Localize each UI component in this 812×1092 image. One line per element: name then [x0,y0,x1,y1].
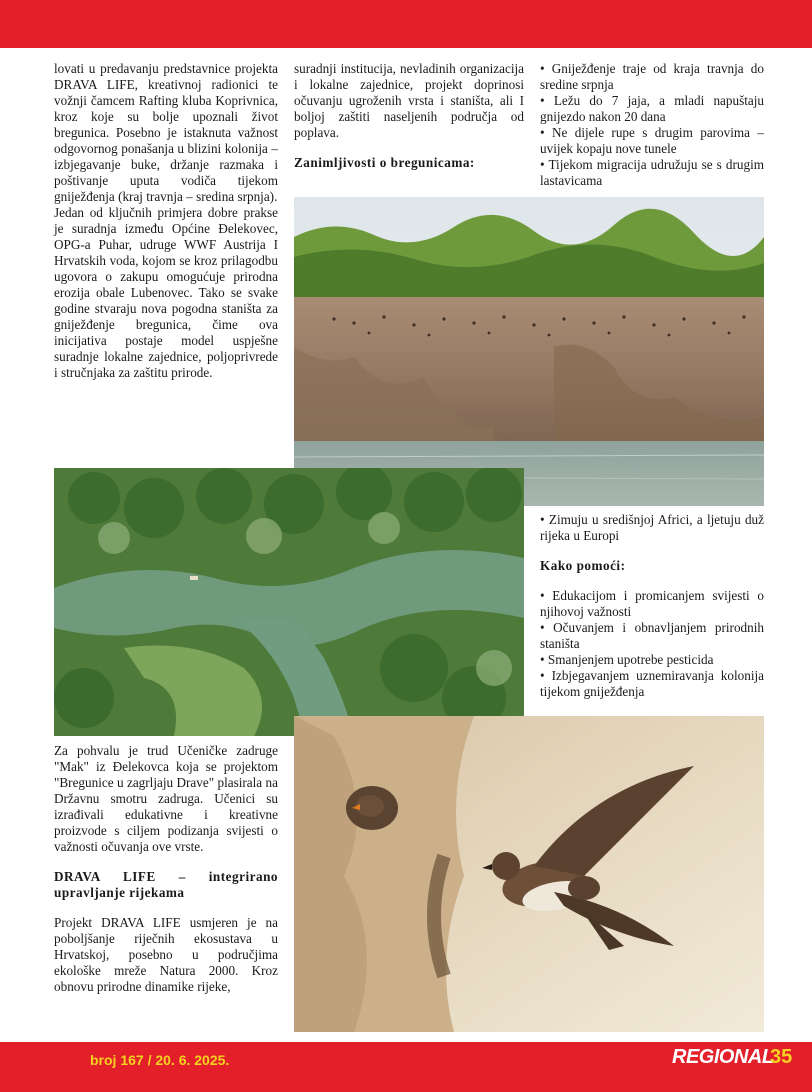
riverbank-colony-photo [294,197,764,506]
regional-logo: REGIONAL [672,1046,774,1068]
help-item: • Edukacijom i promicanjem svijesti o njihovoj važnosti [540,588,764,619]
issue-info: broj 167 / 20. 6. 2025. [90,1052,230,1068]
top-red-bar [0,0,812,48]
fact-item: • Zimuju u središnjoj Africi, a ljetuju duž rijeka u Europi [540,512,764,543]
column-3-middle [540,512,764,700]
heading-drava-life: DRAVA LIFE – integrirano upravljanje rijekama [54,869,278,900]
paragraph-good-practice: Jedan od ključnih primjera dobre prakse je suradnja između Općine Đelekovec, OPG-a Puhar, udruge WWF Austrija I Hrvatskih voda, kojom se kroz prilagodbu ugovora o zakupu omogućuje prirodna erozija obale Lubenovec. Tako se svake godine stvaraju nova pogodna staništa za gniježđenje bregunica, čime ova inicijativa postaje model uspješne suradnje lokalne zajednice, poljoprivrede i stručnjaka za zaštitu prirode. [54,205,278,380]
heading-zanimljivosti: Zanimljivosti o bregunicama: [294,155,475,170]
help-item: • Smanjenjem upotrebe pesticida [540,652,714,667]
column-2-top [294,61,524,171]
aerial-river-photo [54,468,524,736]
paragraph-bregunice-visit: lovati u predavanju predstavnice projekta DRAVA LIFE, kreativnoj radionici te vožnji čamcem Rafting kluba Koprivnica, kroz koje su bolje upoznali život bregunica. Posebno je istaknuta važnost odgovornog ponašanja u blizini kolonija – izbjegavanje buke, držanje razmaka i poštivanje uputa vodiča tijekom gniježđenja (kraj travnja – sredina srpnja). [54,61,278,204]
help-item: • Očuvanjem i obnavljanjem prirodnih staništa [540,620,764,651]
paragraph-mak-cooperative: Za pohvalu je trud Učeničke zadruge "Mak" iz Đelekovca koja se projektom "Bregunice u zagrljaju Drave" plasirala na Državnu smotru zadruga. Učenici su izrađivali edukativne i kreativne proizvode s ciljem podizanja svijesti o važnosti očuvanja ove vrste. [54,743,278,854]
help-item: • Izbjegavanjem uznemiravanja kolonija tijekom gniježđenja [540,668,764,699]
column-1-top [54,61,278,381]
column-1-bottom [54,743,278,995]
paragraph-drava-life: Projekt DRAVA LIFE usmjeren je na poboljšanje riječnih ekosustava u Hrvatskoj, posebno u područjima ekološke mreže Natura 2000. Kroz obnovu prirodne dinamike rijeke, [54,915,278,994]
heading-kako-pomoci: Kako pomoći: [540,558,626,573]
paragraph-drava-life-cont: suradnji institucija, nevladinih organizacija i lokalne zajednice, projekt doprinosi očuvanju ugroženih vrsta i staništa, ali I boljoj zaštiti naseljenih područja od poplava. [294,61,524,140]
fact-item: • Gniježđenje traje od kraja travnja do sredine srpnja [540,61,764,92]
fact-item: • Ne dijele rupe s drugim parovima – uvijek kopaju nove tunele [540,125,764,156]
page-number: 35 [770,1046,793,1068]
fact-item: • Tijekom migracija udružuju se s drugim lastavicama [540,157,764,188]
sand-martin-photo [294,716,764,1032]
facts-list-top [540,61,764,189]
fact-item: • Ležu do 7 jaja, a mladi napuštaju gnijezdo nakon 20 dana [540,93,764,124]
